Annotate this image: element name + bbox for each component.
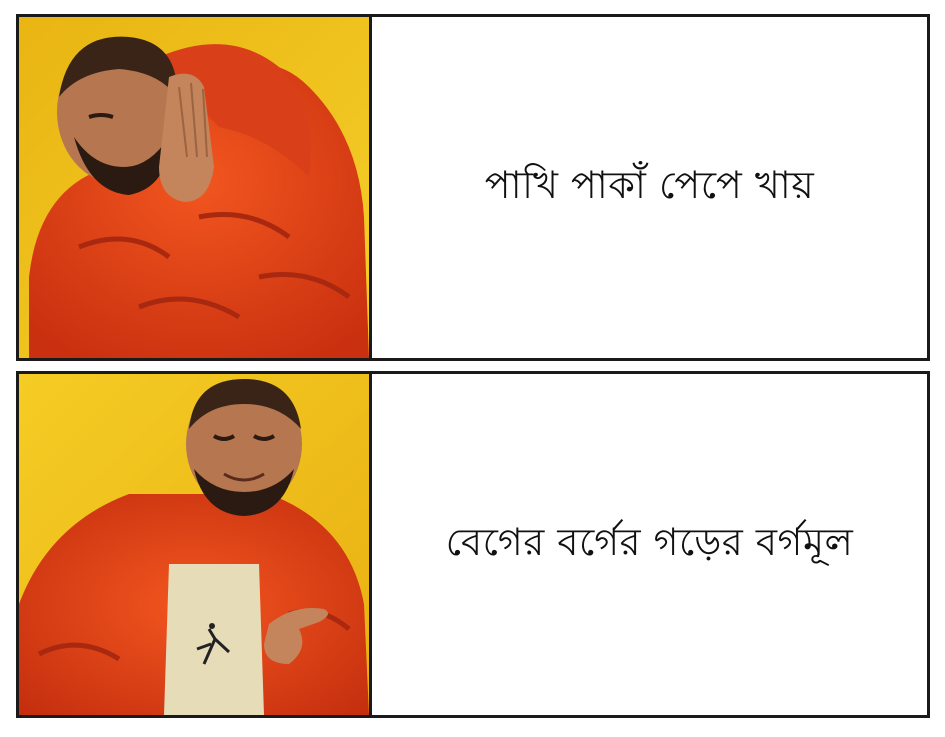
disapprove-caption: পাখি পাকাঁ পেপে খায় [484, 162, 815, 207]
meme-container [16, 14, 930, 718]
meme-row-disapprove [16, 14, 930, 361]
disapprove-reaction-image [19, 17, 372, 358]
approve-illustration [19, 374, 369, 715]
approve-reaction-image [19, 374, 372, 715]
approve-caption: বেগের বর্গের গড়ের বর্গমূল [445, 519, 854, 564]
approve-text-panel [372, 374, 927, 715]
disapprove-text-panel [372, 17, 927, 358]
meme-row-approve [16, 371, 930, 718]
disapprove-illustration [19, 17, 369, 358]
